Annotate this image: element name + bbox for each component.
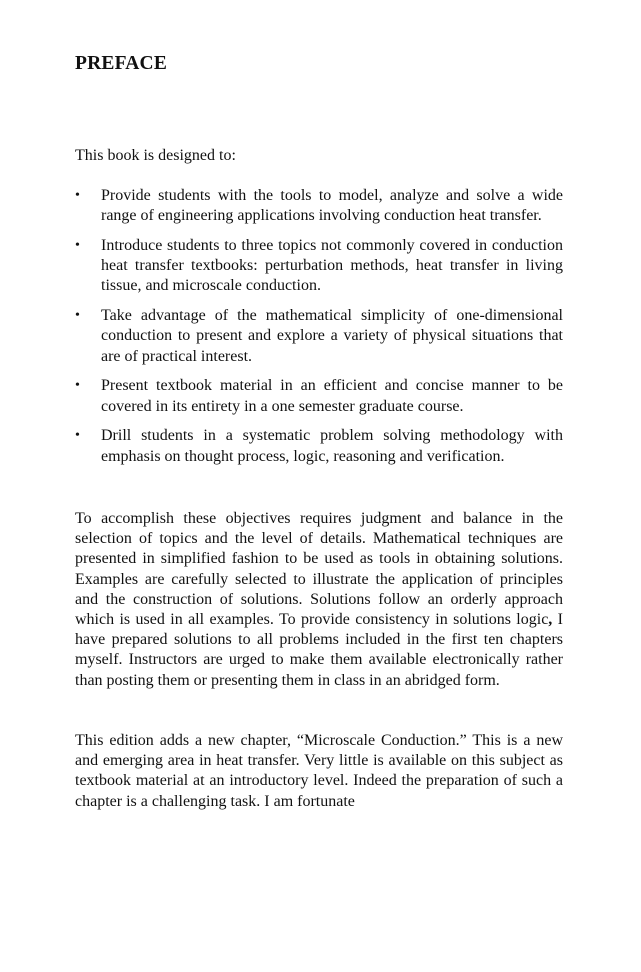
objectives-list	[75, 186, 563, 476]
body-paragraph-objectives	[75, 509, 563, 691]
bullet-icon: •	[75, 378, 80, 394]
list-item-text: Take advantage of the mathematical simplicity of one-dimensional conduction to present and explore a variety of physical situations that are of practical interest.	[101, 307, 563, 365]
list-item	[75, 236, 563, 297]
bullet-icon: •	[75, 238, 80, 253]
list-item-text: Drill students in a systematic problem solving methodology with emphasis on thought process, logic, reasoning and verification.	[101, 427, 563, 465]
list-item-text: Present textbook material in an efficient and concise manner to be covered in its entirety in a one semester graduate course.	[101, 377, 563, 415]
list-item-text: Introduce students to three topics not commonly covered in conduction heat transfer textbooks: perturbation methods, heat transfer in living tissue, and microscale conduction.	[101, 237, 563, 295]
bold-comma: ,	[548, 611, 553, 629]
list-item	[75, 186, 563, 226]
list-item-text: Provide students with the tools to model, analyze and solve a wide range of engineering applications involving conduction heat transfer.	[101, 187, 563, 225]
intro-line: This book is designed to:	[75, 147, 236, 164]
paragraph-text: I have prepared solutions to all problems included in the first ten chapters myself. Instructors are urged to make them available electronically rather than posting them or presenting them in class in an abridged form.	[75, 611, 564, 689]
bullet-icon: •	[75, 188, 80, 203]
body-paragraph-new-chapter: This edition adds a new chapter, “Microscale Conduction.” This is a new and emerging area in heat transfer. Very little is available on this subject as textbook material at an introductory level. Indeed the preparation of such a chapter is a challenging task. I am fortunate	[75, 732, 563, 810]
list-item	[75, 376, 563, 416]
list-item	[75, 426, 563, 466]
bullet-icon: •	[75, 428, 80, 444]
bullet-icon: •	[75, 308, 80, 324]
list-item	[75, 306, 563, 367]
paragraph-text: To accomplish these objectives requires judgment and balance in the selection of topics and the level of details. Mathematical techniques are presented in simplified fashion to be used as tools in obtaining solutions. Examples are carefully selected to illustrate the application of principles and the construction of solutions. Solutions follow an orderly approach which is used in all examples. To provide consistency in solutions logic	[75, 510, 563, 629]
page-title: PREFACE	[75, 53, 168, 74]
